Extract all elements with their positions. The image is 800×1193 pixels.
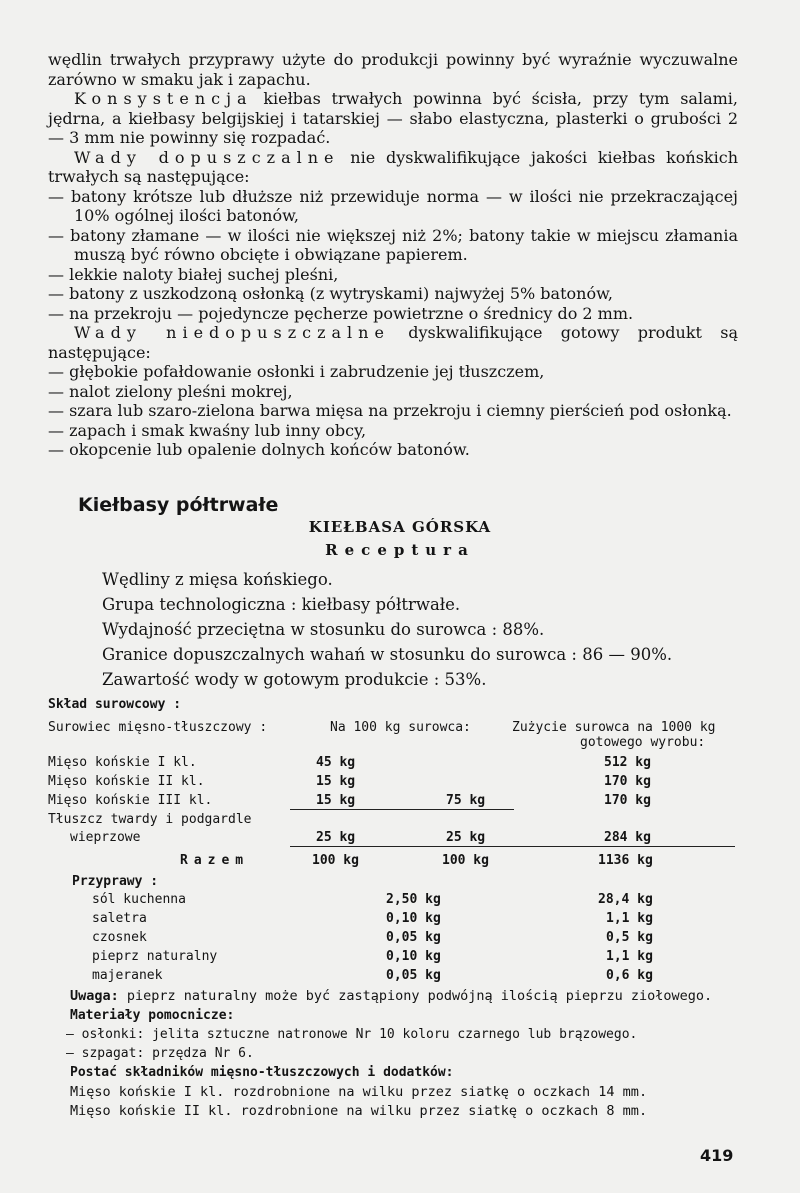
spice-name: majeranek [92,968,163,983]
table-cell-per-1000: 512 kg [604,755,651,770]
spice-per-1000: 0,5 kg [606,930,653,945]
total-per-1000: 1136 kg [598,853,653,868]
unacceptable-defect-item: — okopcenie lub opalenie dolnych końców batonów. [48,440,470,459]
acceptable-defect-item: — na przekroju — pojedyncze pęcherze powietrzne o średnicy do 2 mm. [48,303,634,323]
preparation-item: Mięso końskie II kl. rozdrobnione na wilku przez siatkę o oczkach 8 mm. [70,1103,648,1119]
composition-heading: Skład surowcowy : [48,697,182,712]
table-row-name: Mięso końskie II kl. [48,774,205,789]
spice-per-100: 0,05 kg [386,930,441,945]
column-header-per-100: Na 100 kg surowca: [330,720,471,735]
unacceptable-defect-item: — głębokie pofałdowanie osłonki i zabrudzenie jej tłuszczem, [48,362,545,381]
acceptable-defects-term: Wady dopuszczalne [74,147,340,167]
acceptable-defect-item: — lekkie naloty białej suchej pleśni, [48,264,339,284]
intro-paragraph: wędlin trwałych przyprawy użyte do produkcji powinny być wyraźnie wyczuwalne zarówno w smaku jak i zapachu. [48,50,738,89]
recipe-subtitle: Receptura [325,541,475,559]
consistency-paragraph [48,89,738,148]
note-text: pieprz naturalny może być zastąpiony podwójną ilością pieprzu ziołowego. [118,988,713,1004]
spices-heading: Przyprawy : [72,874,159,889]
spice-per-1000: 0,6 kg [606,968,653,983]
column-header-per-1000-line2: gotowego wyrobu: [580,735,706,750]
spice-per-100: 0,10 kg [386,911,441,926]
table-row-name: Tłuszcz twardy i podgardle [48,812,252,827]
column-header-per-1000: Zużycie surowca na 1000 kg [512,720,716,735]
table-cell-per-100: 45 kg [316,755,356,770]
recipe-line: Wędliny z mięsa końskiego. [102,570,333,589]
spice-name: saletra [92,911,147,926]
unacceptable-defects-intro [48,323,738,362]
table-cell-subtotal: 75 kg [446,793,486,808]
spice-per-100: 0,10 kg [386,949,441,964]
table-cell-per-1000: 170 kg [604,793,651,808]
recipe-line: Granice dopuszczalnych wahań w stosunku do surowca : 86 — 90%. [102,645,673,664]
unacceptable-defect-item: — zapach i smak kwaśny lub inny obcy, [48,420,367,440]
intro-text [48,50,738,460]
preparation-heading: Postać składników mięsno-tłuszczowych i dodatków: [70,1065,454,1080]
table-cell-per-1000: 170 kg [604,774,651,789]
total-per-100: 100 kg [312,853,359,868]
material-item: — osłonki: jelita sztuczne natronowe Nr 10 koloru czarnego lub brązowego. [66,1027,638,1042]
recipe-title: KIEŁBASA GÓRSKA [308,518,492,536]
unacceptable-defect-item: — nalot zielony pleśni mokrej, [48,381,293,401]
unacceptable-defect-item: — szara lub szaro-zielona barwa mięsa na przekroju i ciemny pierścień pod osłonką. [48,401,732,420]
preparation-item: Mięso końskie I kl. rozdrobnione na wilku przez siatkę o oczkach 14 mm. [70,1084,648,1100]
total-rule [290,846,735,847]
acceptable-defect-item: — batony krótsze lub dłuższe niż przewiduje norma — w ilości nie przekraczającej 10% ogólnej ilości batonów, [48,186,738,225]
table-row-name: Mięso końskie I kl. [48,755,197,770]
material-item: — szpagat: przędza Nr 6. [66,1046,254,1061]
section-heading: Kiełbasy półtrwałe [78,494,279,516]
table-cell-per-100: 15 kg [316,793,356,808]
table-cell-per-100: 15 kg [316,774,356,789]
acceptable-defect-item: — batony z uszkodzoną osłonką (z wytryskami) najwyżej 5% batonów, [48,284,613,303]
acceptable-defect-item: — batony złamane — w ilości nie większej niż 2%; batony takie w miejscu złamania muszą być równo obcięte i obwiązane papierem. [48,225,738,264]
table-cell-subtotal: 25 kg [446,830,486,845]
unacceptable-defects-text: dyskwalifikujące gotowy produkt są następujące: [48,323,739,362]
spice-per-100: 0,05 kg [386,968,441,983]
spice-name: czosnek [92,930,147,945]
spice-per-1000: 1,1 kg [606,949,653,964]
spice-per-1000: 1,1 kg [606,911,653,926]
page-number: 419 [700,1146,734,1165]
acceptable-defects-text: nie dyskwalifikujące jakości kiełbas końskich trwałych są następujące: [48,147,739,186]
column-header-raw-material: Surowiec mięsno-tłuszczowy : [48,720,268,735]
consistency-term: Konsystencja [74,89,253,108]
table-row-name-cont: wieprzowe [70,830,141,845]
consistency-text: kiełbas trwałych powinna być ścisła, przy tym salami, jędrna, a kiełbasy belgijskiej i tatarskiej — słabo elastyczna, plasterki o grubości 2 — 3 mm nie powinny się rozpadać. [48,89,738,147]
spice-name: pieprz naturalny [92,949,218,964]
note-line [70,988,712,1004]
recipe-line: Grupa technologiczna : kiełbasy półtrwałe. [102,595,461,614]
note-label: Uwaga: [70,988,119,1004]
acceptable-defects-intro [48,148,738,187]
recipe-line: Zawartość wody w gotowym produkcie : 53%. [102,670,487,689]
unacceptable-defects-term: Wady niedopuszczalne [74,323,390,342]
subtotal-rule [290,809,514,810]
materials-heading: Materiały pomocnicze: [70,1008,235,1023]
spice-per-100: 2,50 kg [386,892,441,907]
recipe-line: Wydajność przeciętna w stosunku do surowca : 88%. [102,620,545,639]
table-cell-per-100: 25 kg [316,830,356,845]
spice-per-1000: 28,4 kg [598,892,653,907]
total-subtotal: 100 kg [442,853,489,868]
table-row-name: Mięso końskie III kl. [48,793,213,808]
total-label: Razem [180,853,250,868]
spice-name: sól kuchenna [92,892,186,907]
table-cell-per-1000: 284 kg [604,830,651,845]
